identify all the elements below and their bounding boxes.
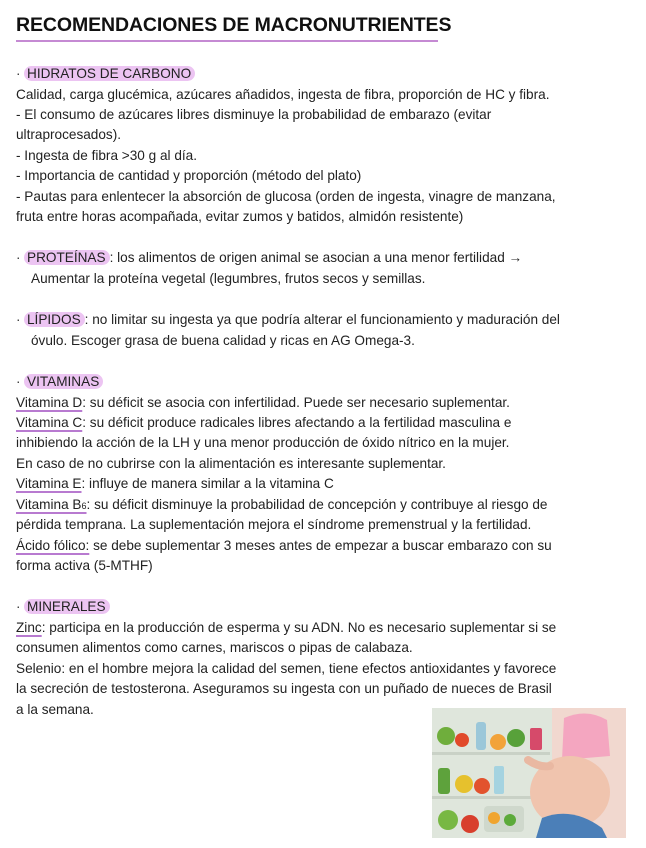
text-line: forma activa (5-MTHF) — [16, 558, 153, 573]
photo-illustration — [432, 708, 626, 838]
section-heading-vitaminas: VITAMINAS — [24, 372, 103, 392]
title-underline — [16, 40, 438, 42]
text-line: - Ingesta de fibra >30 g al día. — [16, 148, 197, 163]
text-line: pérdida temprana. La suplementación mejora el síndrome premenstrual y la fertilidad. — [16, 517, 532, 532]
bullet: · — [16, 66, 21, 81]
vitamina-d: Vitamina D: su déficit se asocia con infertilidad. Puede ser necesario suplementar. — [16, 395, 510, 410]
section-heading-carbohidratos: HIDRATOS DE CARBONO — [24, 64, 195, 84]
text-line: En caso de no cubrirse con la alimentación es interesante suplementar. — [16, 456, 446, 471]
text-line: ultraprocesados). — [16, 127, 122, 142]
text-line: óvulo. Escoger grasa de buena calidad y ricas en AG Omega-3. — [31, 333, 415, 348]
section-heading-lipidos: LÍPIDOS — [24, 312, 85, 327]
text-line: Selenio: en el hombre mejora la calidad del semen, tiene efectos antioxidantes y favorece — [16, 661, 557, 676]
acido-folico: Ácido fólico: se debe suplementar 3 meses antes de empezar a buscar embarazo con su — [16, 538, 552, 553]
section-lipidos: LÍPIDOS : no limitar su ingesta ya que podría alterar el funcionamiento y maduración del — [24, 310, 560, 330]
bullet: · — [16, 374, 21, 389]
text-line: consumen alimentos como carnes, mariscos o pipas de calabaza. — [16, 640, 413, 655]
text-line: - Importancia de cantidad y proporción (método del plato) — [16, 168, 362, 183]
text-line: Aumentar la proteína vegetal (legumbres, frutos secos y semillas. — [31, 271, 426, 286]
section-heading-minerales: MINERALES — [24, 597, 110, 617]
page-title: RECOMENDACIONES DE MACRONUTRIENTES — [16, 14, 452, 36]
bullet: · — [16, 312, 21, 327]
section-heading-proteinas: PROTEÍNAS — [24, 250, 110, 265]
text-line: - El consumo de azúcares libres disminuye la probabilidad de embarazo (evitar — [16, 107, 492, 122]
text-line: fruta entre horas acompañada, evitar zumos y batidos, almidón resistente) — [16, 209, 464, 224]
zinc: Zinc: participa en la producción de esperma y su ADN. No es necesario suplementar si se — [16, 620, 557, 635]
bullet: · — [16, 599, 21, 614]
text-line: la secreción de testosterona. Aseguramos su ingesta con un puñado de nueces de Brasil — [16, 681, 552, 696]
text-line: a la semana. — [16, 702, 94, 717]
section-proteinas: PROTEÍNAS : los alimentos de origen animal se asocian a una menor fertilidad → — [24, 248, 522, 268]
vitamina-e: Vitamina E: influye de manera similar a la vitamina C — [16, 476, 334, 491]
text-line: Calidad, carga glucémica, azúcares añadidos, ingesta de fibra, proporción de HC y fibra. — [16, 87, 550, 102]
bullet: · — [16, 250, 21, 265]
text-line: inhibiendo la acción de la LH y una menor producción de óxido nítrico en la mujer. — [16, 435, 510, 450]
pregnant-woman-photo — [432, 708, 626, 838]
vitamina-b6: Vitamina B6: su déficit disminuye la probabilidad de concepción y contribuye al riesgo de — [16, 497, 548, 512]
text-line: - Pautas para enlentecer la absorción de glucosa (orden de ingesta, vinagre de manzana, — [16, 189, 556, 204]
vitamina-c: Vitamina C: su déficit produce radicales libres afectando a la fertilidad masculina e — [16, 415, 512, 430]
